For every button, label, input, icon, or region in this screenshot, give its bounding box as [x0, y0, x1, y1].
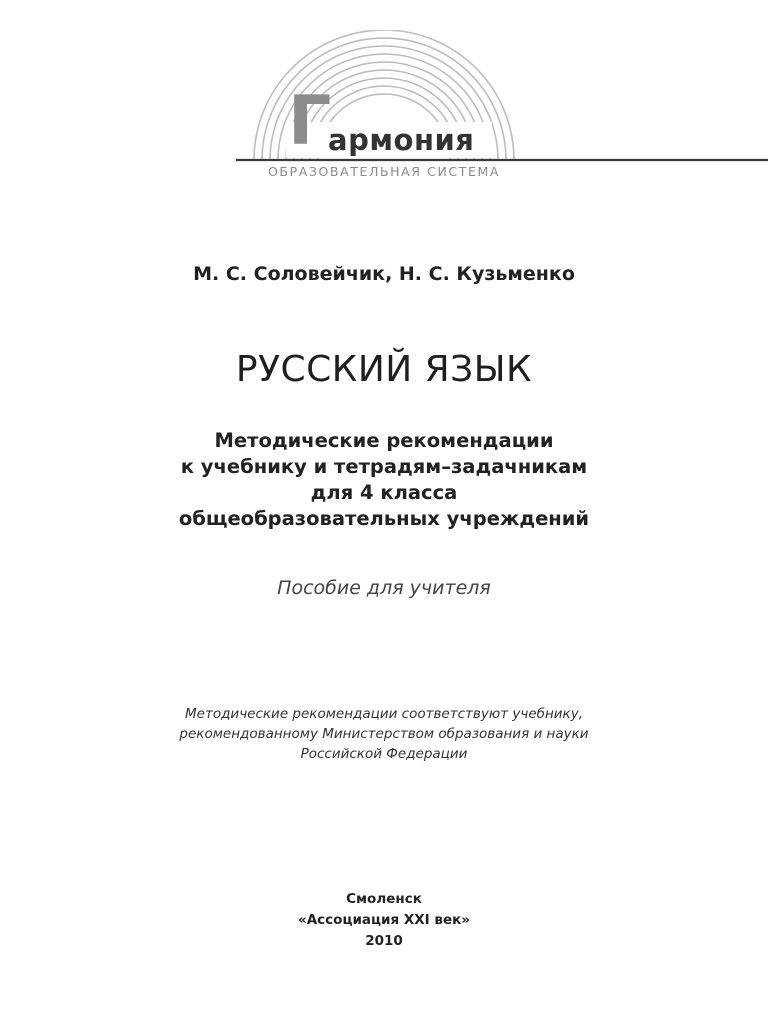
- logo-wordmark-letter: Г: [288, 82, 332, 161]
- imprint-city: Смоленск: [346, 891, 422, 907]
- logo-wordmark: армония: [328, 123, 475, 157]
- note-line: Методические рекомендации соответствуют учебнику,: [185, 706, 583, 722]
- subtitle-line: для 4 класса: [310, 481, 458, 504]
- logo-series-name: ОБРАЗОВАТЕЛЬНАЯ СИСТЕМА: [267, 164, 501, 179]
- garmonia-logo: [0, 30, 768, 190]
- imprint: [0, 889, 768, 952]
- subtitle-line: к учебнику и тетрадям–задачникам: [180, 455, 588, 478]
- authors: М. С. Соловейчик, Н. С. Кузьменко: [193, 263, 575, 285]
- note-line: рекомендованному Министерством образования и науки: [179, 726, 589, 742]
- book-genre: Пособие для учителя: [277, 577, 491, 599]
- subtitle-line: Методические рекомендации: [214, 429, 554, 452]
- note-line: Российской Федерации: [300, 746, 468, 762]
- page-title: РУССКИЙ ЯЗЫК: [235, 349, 533, 390]
- book-subtitle: [0, 428, 768, 532]
- approval-note: [0, 704, 768, 764]
- imprint-year: 2010: [365, 933, 403, 949]
- subtitle-line: общеобразовательных учреждений: [178, 507, 590, 530]
- imprint-publisher: «Ассоциация XXI век»: [298, 912, 470, 928]
